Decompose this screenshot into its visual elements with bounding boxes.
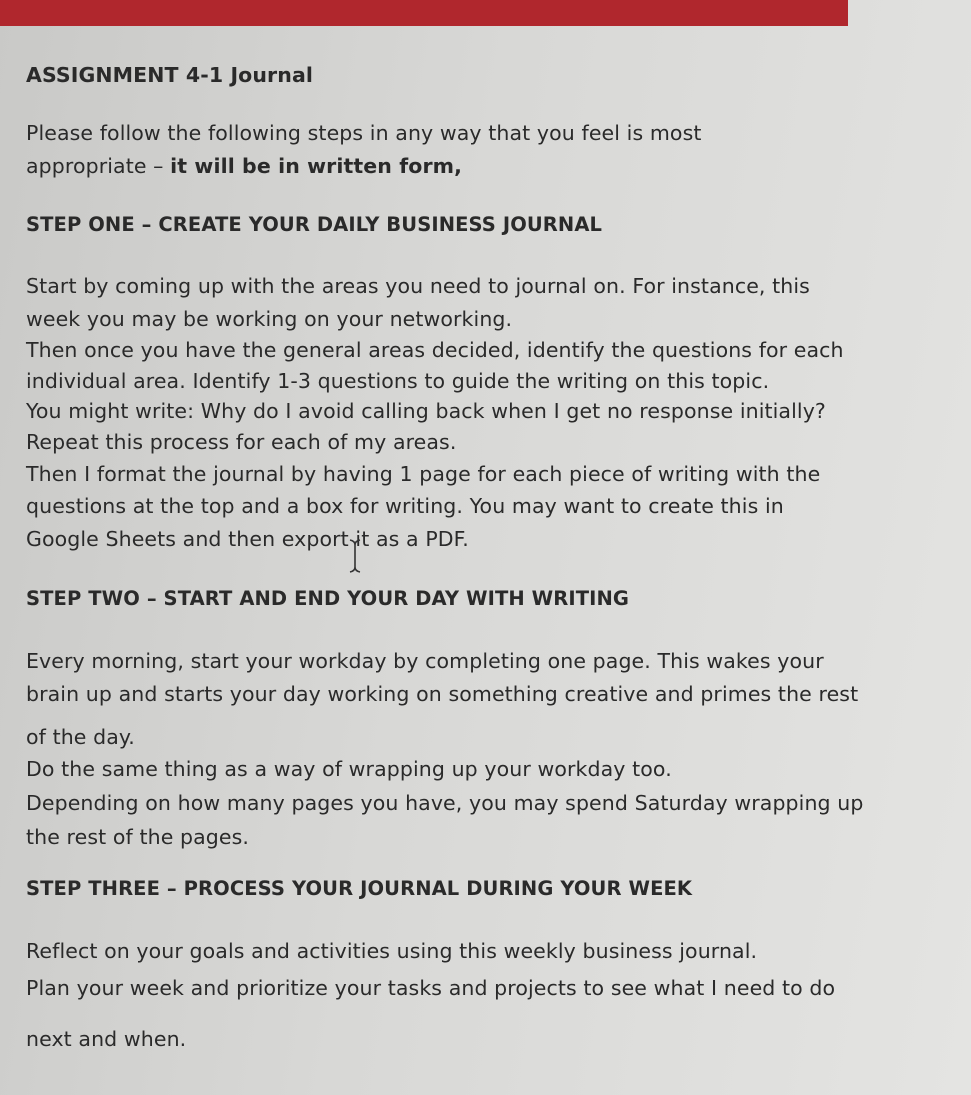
step-two-line: Do the same thing as a way of wrapping up your workday too. bbox=[26, 757, 672, 781]
step-one-line: Then once you have the general areas decided, identify the questions for each bbox=[26, 338, 844, 362]
step-three-line: Reflect on your goals and activities using this weekly business journal. bbox=[26, 939, 758, 963]
step-two-line: of the day. bbox=[26, 725, 135, 749]
step-one-line: Start by coming up with the areas you need to journal on. For instance, this bbox=[26, 274, 810, 298]
step-two-line: Every morning, start your workday by completing one page. This wakes your bbox=[26, 649, 824, 673]
step-one-line: Google Sheets and then export it as a PDF. bbox=[26, 527, 469, 551]
intro-line-1: Please follow the following steps in any way that you feel is most bbox=[26, 121, 702, 145]
step-three-line: Plan your week and prioritize your tasks and projects to see what I need to do bbox=[26, 976, 836, 1000]
step-two-heading: STEP TWO – START AND END YOUR DAY WITH WRITING bbox=[26, 587, 630, 610]
step-one-line: questions at the top and a box for writing. You may want to create this in bbox=[26, 494, 784, 518]
step-one-heading: STEP ONE – CREATE YOUR DAILY BUSINESS JOURNAL bbox=[26, 213, 603, 236]
step-one-line: Then I format the journal by having 1 page for each piece of writing with the bbox=[26, 462, 821, 486]
header-color-bar bbox=[0, 0, 848, 26]
step-two-line: the rest of the pages. bbox=[26, 825, 250, 849]
step-three-heading: STEP THREE – PROCESS YOUR JOURNAL DURING YOUR WEEK bbox=[26, 877, 693, 900]
step-two-line: brain up and starts your day working on something creative and primes the rest bbox=[26, 682, 859, 706]
intro-line-2 bbox=[26, 153, 462, 179]
intro-line-2-bold: it will be in written form, bbox=[170, 154, 463, 178]
step-one-line: individual area. Identify 1-3 questions to guide the writing on this topic. bbox=[26, 369, 770, 393]
step-one-line: Repeat this process for each of my areas. bbox=[26, 430, 457, 454]
step-three-line: next and when. bbox=[26, 1027, 187, 1051]
intro-line-2-plain: appropriate – bbox=[26, 154, 171, 178]
step-two-line: Depending on how many pages you have, you may spend Saturday wrapping up bbox=[26, 791, 864, 815]
page-title: ASSIGNMENT 4-1 Journal bbox=[26, 63, 314, 87]
text-cursor-icon bbox=[347, 538, 363, 574]
step-one-line: You might write: Why do I avoid calling back when I get no response initially? bbox=[26, 399, 826, 423]
step-one-line: week you may be working on your networking. bbox=[26, 307, 513, 331]
